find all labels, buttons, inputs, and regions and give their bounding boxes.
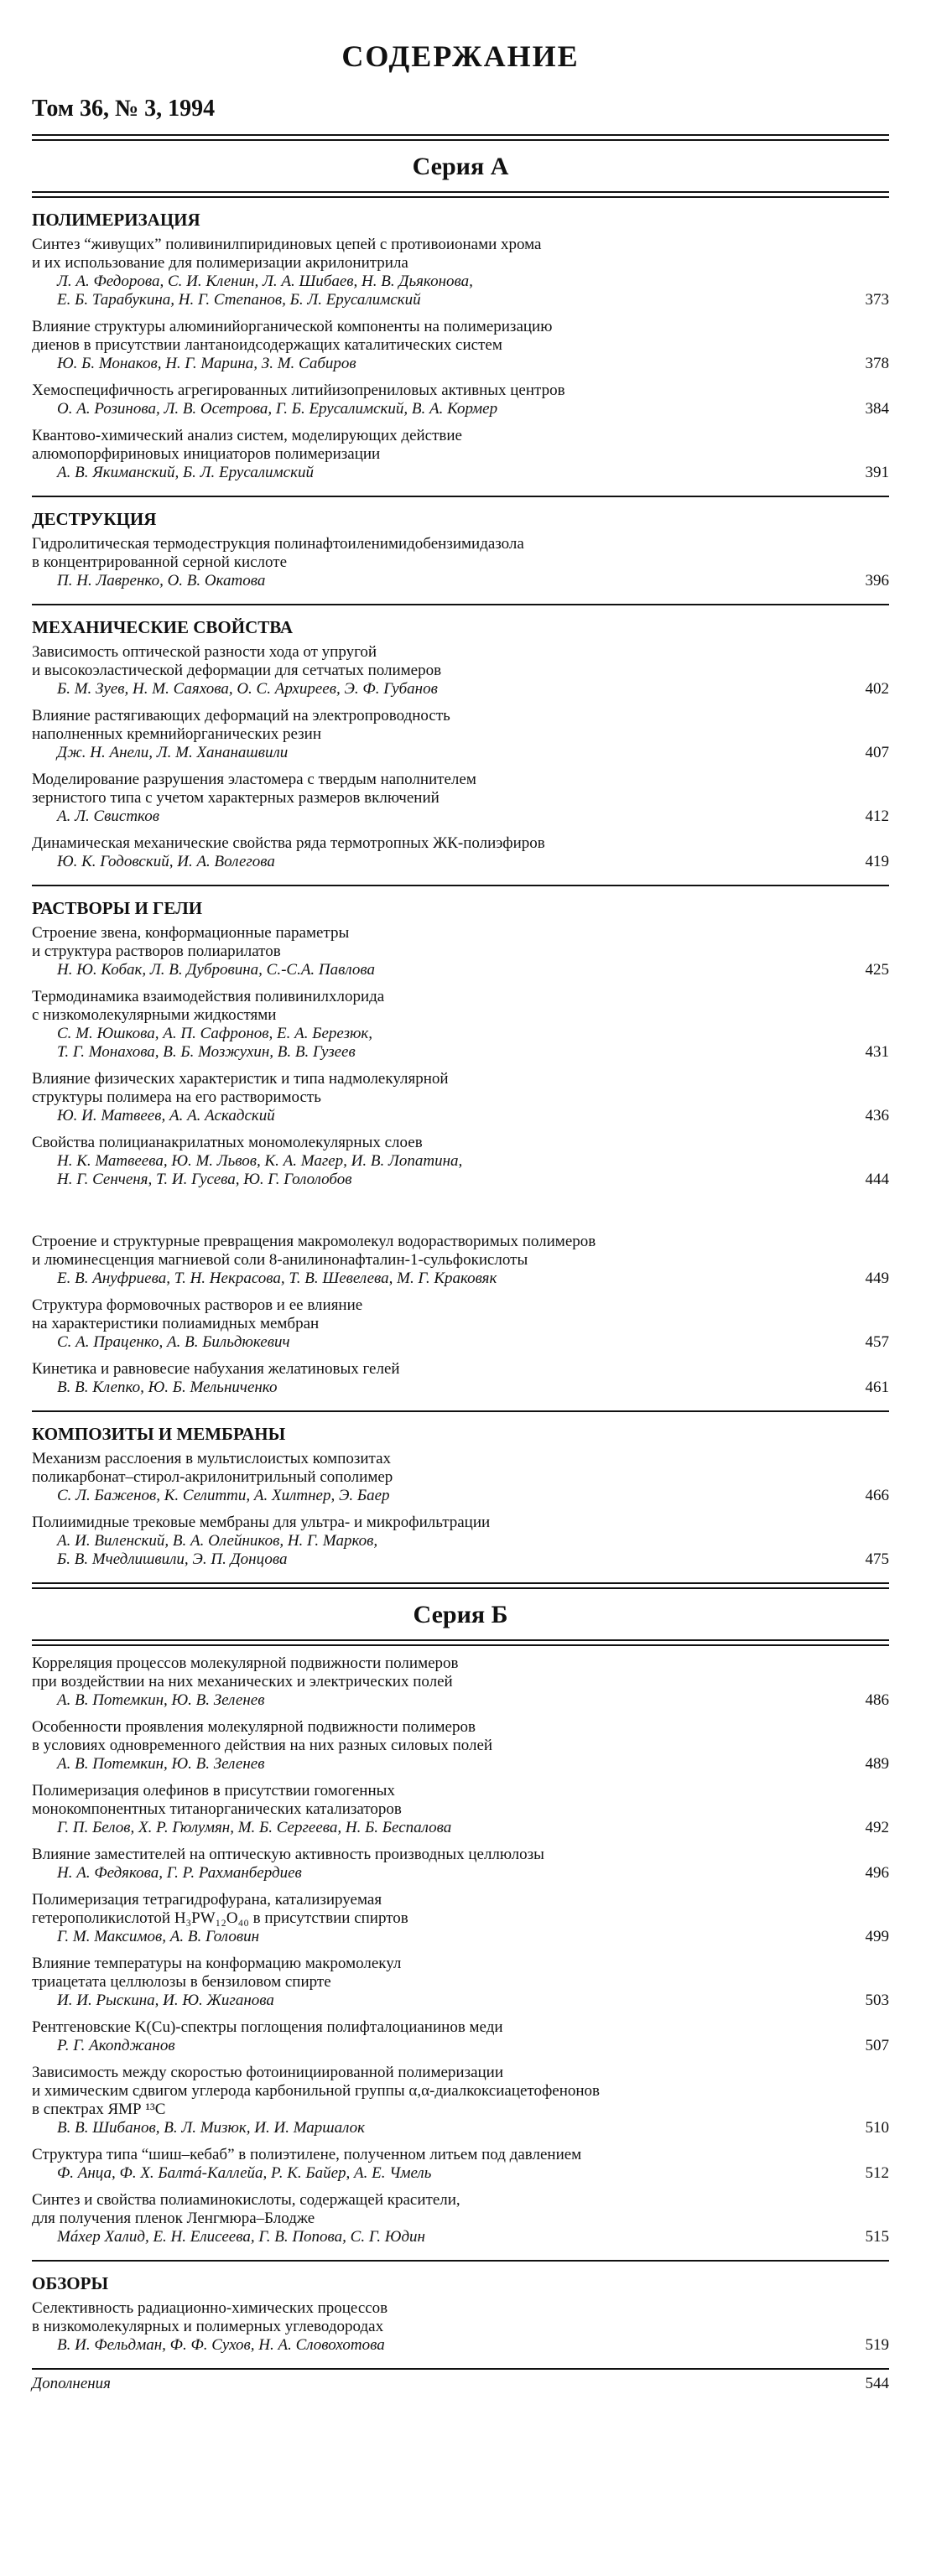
section bbox=[32, 886, 889, 1410]
entry-title: Селективность радиационно-химических процессов в низкомолекулярных и полимерных углеводородах bbox=[32, 2299, 388, 2335]
entry-title: Синтез “живущих” поливинилпиридиновых цепей с противоионами хрома и их использование для полимеризации акрилонитрила bbox=[32, 236, 542, 272]
toc-entry bbox=[32, 1654, 889, 1710]
entry-page: 412 bbox=[865, 808, 889, 825]
entry-page: 449 bbox=[865, 1270, 889, 1287]
entry-page: 402 bbox=[865, 680, 889, 698]
section-title: ДЕСТРУКЦИЯ bbox=[32, 509, 157, 529]
entry-page: 486 bbox=[865, 1691, 889, 1709]
toc-entry bbox=[32, 1891, 889, 1946]
entry-authors: Ю. Б. Монаков, Н. Г. Марина, З. М. Сабиров bbox=[57, 355, 356, 372]
footer-label: Дополнения bbox=[32, 2375, 112, 2392]
entry-page: 425 bbox=[865, 961, 889, 979]
toc-entry bbox=[32, 924, 889, 979]
toc-entry bbox=[32, 1846, 889, 1883]
entry-authors: В. В. Шибанов, В. Л. Мизюк, И. И. Маршалок bbox=[57, 2119, 366, 2137]
entry-title: Кинетика и равновесие набухания желатиновых гелей bbox=[32, 1360, 400, 1378]
entry-authors: Г. М. Максимов, А. В. Головин bbox=[57, 1928, 259, 1945]
entry-page: 373 bbox=[865, 291, 889, 309]
toc-entry bbox=[32, 1360, 889, 1397]
entry-authors: Л. А. Федорова, С. И. Кленин, Л. А. Шибаев, Н. В. Дьяконова, Е. Б. Тарабукина, Н. Г. Степанов, Б. Л. Ерусалимский bbox=[57, 273, 473, 309]
entry-title: Механизм расслоения в мультислоистых композитах поликарбонат–стирол-акрилонитрильный сополимер bbox=[32, 1450, 393, 1486]
section-title: КОМПОЗИТЫ И МЕМБРАНЫ bbox=[32, 1424, 286, 1444]
entry-title: Полиимидные трековые мембраны для ультра- и микрофильтрации bbox=[32, 1514, 491, 1531]
entry-page: 444 bbox=[865, 1171, 889, 1188]
entry-page: 466 bbox=[865, 1487, 889, 1504]
footer-page: 544 bbox=[865, 2375, 889, 2392]
entry-page: 510 bbox=[865, 2119, 889, 2137]
entry-page: 461 bbox=[865, 1379, 889, 1396]
entry-authors: А. Л. Свистков bbox=[57, 808, 159, 825]
footer bbox=[32, 2375, 889, 2397]
entry-page: 396 bbox=[865, 572, 889, 589]
entry-title: Влияние структуры алюминийорганической компоненты на полимеризацию диенов в присутствии лантаноидсодержащих каталитических систем bbox=[32, 318, 553, 354]
toc-entry bbox=[32, 1514, 889, 1569]
entry-title: Зависимость оптической разности хода от упругой и высокоэластической деформации для сетчатых полимеров bbox=[32, 643, 442, 679]
toc-entry bbox=[32, 427, 889, 482]
toc-entry bbox=[32, 2191, 889, 2246]
toc-entry bbox=[32, 643, 889, 699]
entry-authors: В. В. Клепко, Ю. Б. Мельниченко bbox=[57, 1379, 278, 1396]
section bbox=[32, 497, 889, 604]
entry-authors: П. Н. Лавренко, О. В. Окатова bbox=[57, 572, 266, 589]
toc-entry bbox=[32, 1197, 889, 1288]
section-title: РАСТВОРЫ И ГЕЛИ bbox=[32, 898, 203, 918]
toc-entry bbox=[32, 834, 889, 871]
entry-title: Полимеризация олефинов в присутствии гомогенных монокомпонентных титанорганических катализаторов bbox=[32, 1782, 402, 1818]
entry-authors: Б. М. Зуев, Н. М. Саяхова, О. С. Архиреев, Э. Ф. Губанов bbox=[57, 680, 438, 698]
entry-title: Квантово-химический анализ систем, моделирующих действие алюмопорфириновых инициаторов полимеризации bbox=[32, 427, 462, 463]
entry-page: 378 bbox=[865, 355, 889, 372]
entry-title: Корреляция процессов молекулярной подвижности полимеров при воздействии на них механических и электрических полей bbox=[32, 1654, 459, 1690]
series-a-title: Серия А bbox=[412, 153, 509, 180]
entry-page: 431 bbox=[865, 1043, 889, 1061]
entry-page: 384 bbox=[865, 400, 889, 418]
divider bbox=[32, 191, 889, 198]
toc-entry bbox=[32, 707, 889, 762]
series-a bbox=[32, 198, 889, 1582]
toc-entry bbox=[32, 1955, 889, 2010]
entry-authors: Н. А. Федякова, Г. Р. Рахманбердиев bbox=[57, 1864, 302, 1882]
section-reviews bbox=[32, 2262, 889, 2368]
series-b bbox=[32, 1646, 889, 2260]
entry-title: Термодинамика взаимодействия поливинилхлорида с низкомолекулярными жидкостями bbox=[32, 988, 385, 1024]
toc-entry bbox=[32, 236, 889, 309]
entry-authors: Н. К. Матвеева, Ю. М. Львов, К. А. Магер, И. В. Лопатина, Н. Г. Сенченя, Т. И. Гусева, Ю. Г. Гололобов bbox=[57, 1152, 463, 1188]
divider bbox=[32, 1639, 889, 1646]
entry-page: 507 bbox=[865, 2037, 889, 2054]
entry-authors: О. А. Розинова, Л. В. Осетрова, Г. Б. Ерусалимский, В. А. Кормер bbox=[57, 400, 498, 418]
entry-page: 475 bbox=[865, 1550, 889, 1568]
toc-entry bbox=[32, 1134, 889, 1189]
section-title: МЕХАНИЧЕСКИЕ СВОЙСТВА bbox=[32, 617, 294, 637]
section bbox=[32, 198, 889, 496]
toc-entry bbox=[32, 2018, 889, 2055]
entry-page: 499 bbox=[865, 1928, 889, 1945]
entry-page: 419 bbox=[865, 853, 889, 870]
toc-entry bbox=[32, 1782, 889, 1837]
toc-entry bbox=[32, 1296, 889, 1352]
entry-title: Влияние растягивающих деформаций на электропроводность наполненных кремнийорганических резин bbox=[32, 707, 450, 743]
toc-entry bbox=[32, 771, 889, 826]
entry-title: Строение звена, конформационные параметры и структура растворов полиарилатов bbox=[32, 924, 350, 960]
entry-authors: Н. Ю. Кобак, Л. В. Дубровина, С.-С.А. Павлова bbox=[57, 961, 376, 979]
entry-title: Свойства полицианакрилатных мономолекулярных слоев bbox=[32, 1134, 423, 1151]
section-title: ПОЛИМЕРИЗАЦИЯ bbox=[32, 210, 200, 230]
toc-entry bbox=[32, 2299, 889, 2355]
entry-page: 457 bbox=[865, 1333, 889, 1351]
reviews-entries bbox=[32, 2299, 889, 2355]
toc-entry bbox=[32, 382, 889, 418]
toc-entry bbox=[32, 2146, 889, 2183]
entry-title: Особенности проявления молекулярной подвижности полимеров в условиях одновременного действия на них разных силовых полей bbox=[32, 1718, 493, 1754]
entry-title: Рентгеновские K(Cu)-спектры поглощения полифталоцианинов меди bbox=[32, 2018, 503, 2036]
entry-authors: Мáхер Халид, Е. Н. Елисеева, Г. В. Попова, С. Г. Юдин bbox=[57, 2228, 425, 2246]
section bbox=[32, 605, 889, 885]
entry-authors: Дж. Н. Анели, Л. М. Хананашвили bbox=[57, 744, 289, 761]
entry-page: 407 bbox=[865, 744, 889, 761]
entry-title: Динамическая механические свойства ряда термотропных ЖК-полиэфиров bbox=[32, 834, 545, 852]
entry-title: Гидролитическая термодеструкция полинафтоиленимидобензимидазола в концентрированной серной кислоте bbox=[32, 535, 524, 571]
divider bbox=[32, 134, 889, 141]
series-b-title: Серия Б bbox=[413, 1601, 508, 1628]
entry-authors: Ю. И. Матвеев, А. А. Аскадский bbox=[57, 1107, 275, 1124]
entry-page: 496 bbox=[865, 1864, 889, 1882]
divider bbox=[32, 1582, 889, 1589]
entry-title: Структура типа “шиш–кебаб” в полиэтилене, полученном литьем под давлением bbox=[32, 2146, 582, 2163]
toc-entry bbox=[32, 988, 889, 1062]
entry-authors: И. И. Рыскина, И. Ю. Жиганова bbox=[57, 1992, 274, 2009]
entry-authors: В. И. Фельдман, Ф. Ф. Сухов, Н. А. Словохотова bbox=[57, 2336, 385, 2354]
entry-title: Синтез и свойства полиаминокислоты, содержащей красители, для получения пленок Ленгмюра–Блодже bbox=[32, 2191, 460, 2227]
entry-authors: С. А. Праценко, А. В. Бильдюкевич bbox=[57, 1333, 290, 1351]
entry-title: Зависимость между скоростью фотоинициированной полимеризации и химическим сдвигом углерода карбонильной группы α,α-диалкоксиацетофенонов в спектрах ЯМР ¹³C bbox=[32, 2064, 601, 2118]
entry-page: 489 bbox=[865, 1755, 889, 1773]
entry-authors: Ю. К. Годовский, И. А. Волегова bbox=[57, 853, 275, 870]
toc-entry bbox=[32, 535, 889, 590]
entry-title: Моделирование разрушения эластомера с твердым наполнителем зернистого типа с учетом характерных размеров включений bbox=[32, 771, 476, 807]
entry-page: 503 bbox=[865, 1992, 889, 2009]
document-title: СОДЕРЖАНИЕ bbox=[341, 39, 580, 73]
toc-entry bbox=[32, 2064, 889, 2137]
entry-authors: Е. В. Ануфриева, Т. Н. Некрасова, Т. В. Шевелева, М. Г. Краковяк bbox=[57, 1270, 497, 1287]
entry-page: 391 bbox=[865, 464, 889, 481]
spacer bbox=[32, 1197, 839, 1233]
entry-title: Влияние физических характеристик и типа надмолекулярной структуры полимера на его растворимость bbox=[32, 1070, 449, 1106]
entry-authors: Ф. Анца, Ф. Х. Балтá-Каллейа, Р. К. Байер, А. Е. Чмель bbox=[57, 2164, 432, 2182]
entry-title: Влияние заместителей на оптическую активность производных целлюлозы bbox=[32, 1846, 544, 1863]
toc-entry bbox=[32, 1450, 889, 1505]
entry-page: 515 bbox=[865, 2228, 889, 2246]
entry-title: Хемоспецифичность агрегированных литийизопрениловых активных центров bbox=[32, 382, 565, 399]
entry-page: 492 bbox=[865, 1819, 889, 1836]
toc-entry bbox=[32, 318, 889, 373]
entry-title: Строение и структурные превращения макромолекул водорастворимых полимеров и люминесценция магниевой соли 8-анилинонафталин-1-сульфокислоты bbox=[32, 1233, 596, 1269]
section bbox=[32, 1412, 889, 1582]
entry-authors: А. В. Потемкин, Ю. В. Зеленев bbox=[57, 1755, 265, 1773]
issue-label: Том 36, № 3, 1994 bbox=[32, 96, 216, 122]
entry-authors: Г. П. Белов, Х. Р. Гюлумян, М. Б. Сергеева, Н. Б. Беспалова bbox=[57, 1819, 452, 1836]
entry-authors: А. В. Потемкин, Ю. В. Зеленев bbox=[57, 1691, 265, 1709]
entry-page: 512 bbox=[865, 2164, 889, 2182]
toc-entry bbox=[32, 1070, 889, 1125]
divider bbox=[32, 2368, 889, 2370]
entry-page: 436 bbox=[865, 1107, 889, 1124]
entry-title: Полимеризация тетрагидрофурана, катализируемая гетерополикислотой H₃PW₁₂O₄₀ в присутствии спиртов bbox=[32, 1891, 408, 1927]
section-title: ОБЗОРЫ bbox=[32, 2273, 109, 2293]
entry-authors: С. Л. Баженов, К. Селитти, А. Хилтнер, Э. Баер bbox=[57, 1487, 390, 1504]
entry-title: Структура формовочных растворов и ее влияние на характеристики полиамидных мембран bbox=[32, 1296, 363, 1332]
entry-authors: А. И. Виленский, В. А. Олейников, Н. Г. Марков, Б. В. Мчедлишвили, Э. П. Донцова bbox=[57, 1532, 378, 1568]
entry-authors: А. В. Якиманский, Б. Л. Ерусалимский bbox=[57, 464, 314, 481]
toc-page bbox=[32, 34, 889, 2397]
entry-authors: С. М. Юшкова, А. П. Сафронов, Е. А. Березюк, Т. Г. Монахова, В. Б. Мозжухин, В. В. Гузеев bbox=[57, 1025, 373, 1061]
toc-entry bbox=[32, 1718, 889, 1774]
entry-page: 519 bbox=[865, 2336, 889, 2354]
entry-authors: Р. Г. Акопджанов bbox=[57, 2037, 175, 2054]
entry-title: Влияние температуры на конформацию макромолекул триацетата целлюлозы в бензиловом спирте bbox=[32, 1955, 402, 1991]
